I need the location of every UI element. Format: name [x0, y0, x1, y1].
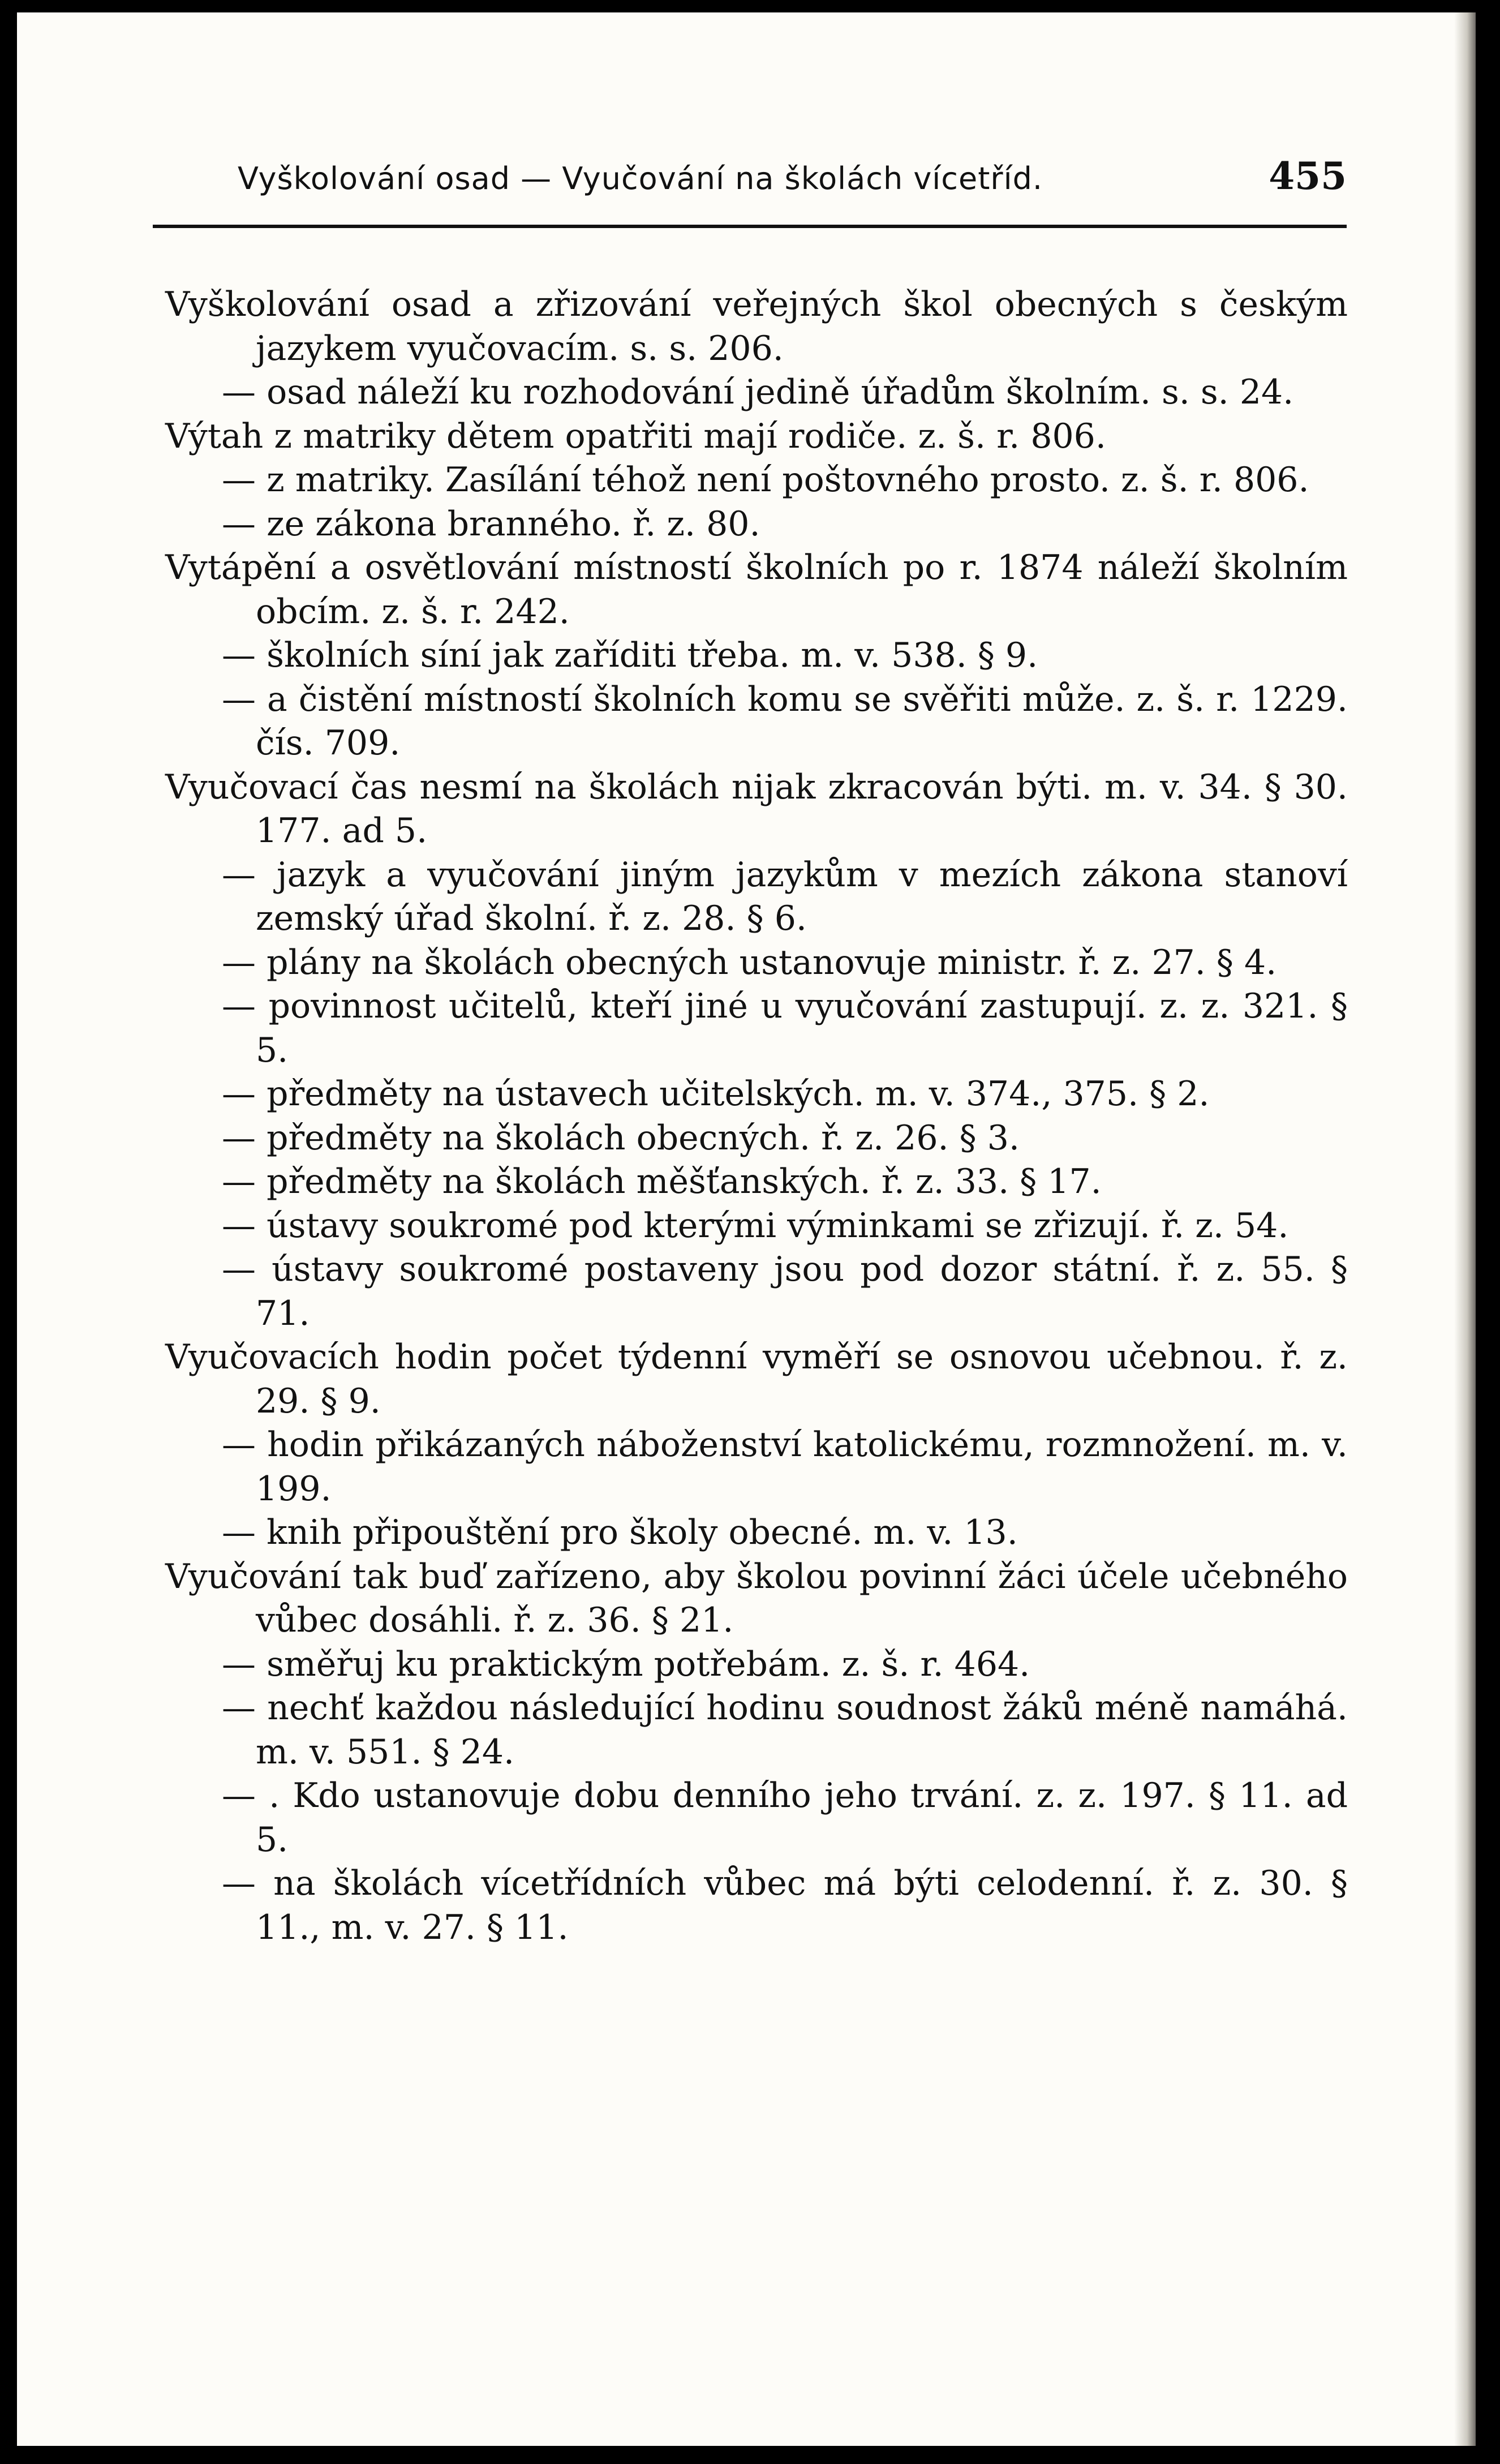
index-subentry: — osad náleží ku rozhodování jedině úřadům školním. s. s. 24. [222, 372, 1294, 412]
page-header [238, 154, 1347, 211]
book-page [17, 12, 1476, 2446]
index-subentry: — nechť každou následující hodinu soudnost žáků méně namáhá. m. v. 551. § 24. [222, 1688, 1348, 1772]
index-subentry: — a čistění místností školních komu se svěřiti může. z. š. r. 1229. čís. 709. [222, 679, 1348, 763]
index-subentry: — knih připouštění pro školy obecné. m. v. 13. [222, 1513, 1018, 1552]
index-subentry: — hodin přikázaných náboženství katolickému, rozmnožení. m. v. 199. [222, 1425, 1348, 1509]
index-subentry: — povinnost učitelů, kteří jiné u vyučování zastupují. z. z. 321. § 5. [222, 986, 1348, 1070]
index-entry: Vyučovacích hodin počet týdenní vyměří se osnovou učebnou. ř. z. 29. § 9. [165, 1337, 1348, 1421]
index-subentry: — předměty na ústavech učitelských. m. v. 374., 375. § 2. [222, 1074, 1210, 1114]
index-subentry: — předměty na školách obecných. ř. z. 26. § 3. [222, 1118, 1020, 1158]
index-subentry: — školních síní jak zaříditi třeba. m. v. 538. § 9. [222, 636, 1038, 675]
index-subentry: — na školách vícetřídních vůbec má býti celodenní. ř. z. 30. § 11., m. v. 27. § 11. [222, 1864, 1348, 1947]
index-subentry: — z matriky. Zasílání téhož není poštovného prosto. z. š. r. 806. [222, 460, 1309, 500]
index-entry: Výtah z matriky dětem opatřiti mají rodiče. z. š. r. 806. [165, 416, 1106, 456]
index-entry: Vyučovací čas nesmí na školách nijak zkracován býti. m. v. 34. § 30. 177. ad 5. [165, 767, 1348, 851]
page-spine-shadow [1454, 12, 1476, 2446]
running-head: Vyškolování osad — Vyučování na školách vícetříd. [238, 161, 1043, 196]
page-number: 455 [1269, 154, 1347, 198]
index-entries [165, 283, 1348, 1950]
index-subentry: — . Kdo ustanovuje dobu denního jeho trvání. z. z. 197. § 11. ad 5. [222, 1776, 1348, 1860]
index-entry: Vyškolování osad a zřizování veřejných škol obecných s českým jazykem vyučovacím. s. s. 206. [165, 285, 1348, 368]
index-subentry: — plány na školách obecných ustanovuje ministr. ř. z. 27. § 4. [222, 942, 1277, 982]
index-subentry: — ze zákona branného. ř. z. 80. [222, 504, 760, 544]
index-subentry: — ústavy soukromé pod kterými výminkami se zřizují. ř. z. 54. [222, 1205, 1289, 1246]
index-subentry: — směřuj ku praktickým potřebám. z. š. r. 464. [222, 1644, 1030, 1684]
header-rule [153, 225, 1347, 228]
index-entry: Vyučování tak buď zařízeno, aby školou povinní žáci účele učebného vůbec dosáhli. ř. z. 36. § 21. [165, 1556, 1348, 1640]
index-subentry: — ústavy soukromé postaveny jsou pod dozor státní. ř. z. 55. § 71. [222, 1250, 1348, 1333]
index-entry: Vytápění a osvětlování místností školních po r. 1874 náleží školním obcím. z. š. r. 242. [165, 548, 1348, 632]
index-subentry: — jazyk a vyučování jiným jazykům v mezích zákona stanoví zemský úřad školní. ř. z. 28. § 6. [222, 855, 1348, 938]
index-subentry: — předměty na školách měšťanských. ř. z. 33. § 17. [222, 1162, 1102, 1201]
